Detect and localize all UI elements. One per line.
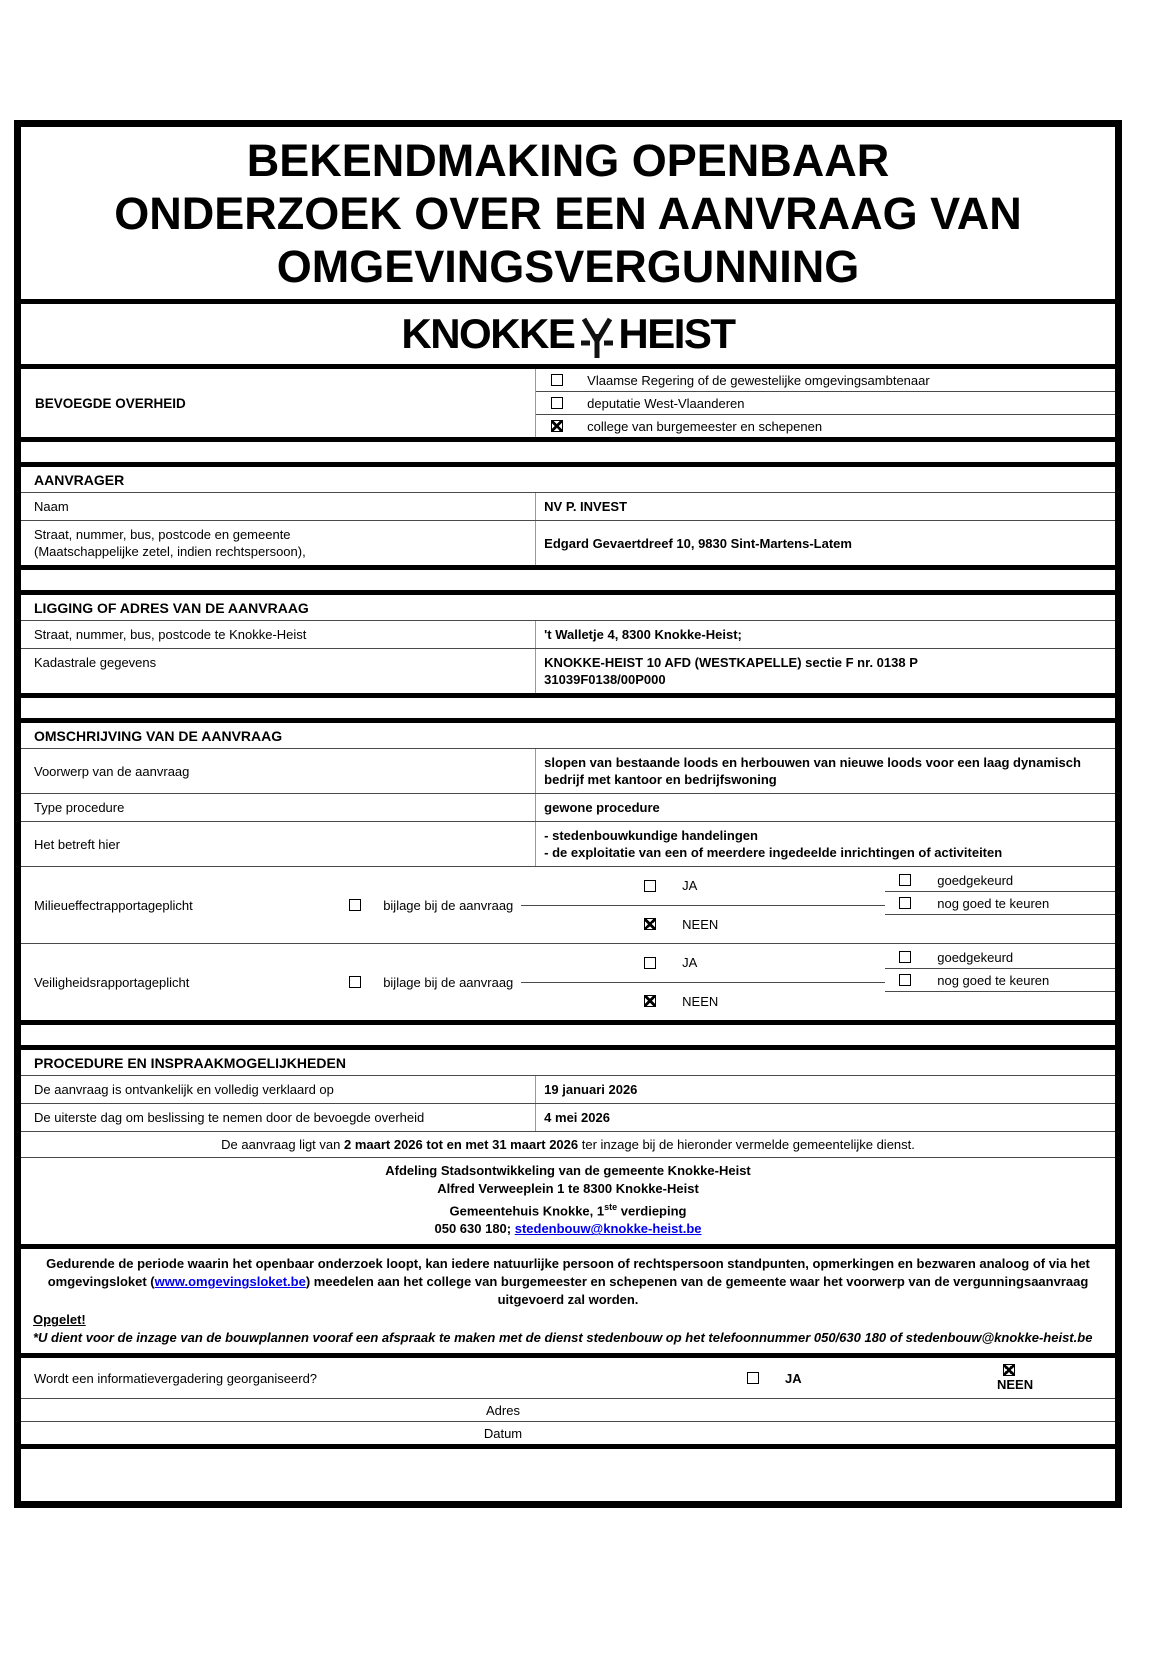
type-procedure-label: Type procedure — [34, 800, 125, 815]
bevoegde-overheid-label: BEVOEGDE OVERHEID — [35, 395, 186, 411]
ligging-straat-label: Straat, nummer, bus, postcode te Knokke-Heist — [34, 627, 307, 642]
betreft-value-line2: - de exploitatie van een of meerdere ingedeelde inrichtingen of activiteiten — [544, 845, 1003, 860]
afspraak-note: *U dient voor de inzage van de bouwplannen vooraf een afspraak te maken met de dienst stedenbouw op het telefoonnummer 050/630 180 of stedenbouw@knokke-heist.be — [33, 1330, 1093, 1346]
title-line-2: ONDERZOEK OVER EEN AANVRAAG VAN — [114, 188, 1022, 239]
ligging-straat-value: 't Walletje 4, 8300 Knokke-Heist; — [535, 621, 1115, 648]
voorwerp-value: slopen van bestaande loods en herbouwen van nieuwe loods voor een laag dynamisch bedrijf met kantoor en bedrijfswoning — [535, 749, 1115, 793]
fill-line — [521, 905, 628, 906]
veiligheid-neen-row — [628, 983, 885, 1021]
municipality-logo — [21, 304, 1115, 364]
veiligheid-nog-goed-row — [885, 969, 1115, 992]
gemeentelijke-dienst-block — [21, 1157, 1115, 1244]
inspraak-text-2: ) meedelen aan het college van burgemeester en schepenen van de gemeente waar het voorwerp van de vergunningsaanvraag uitgevoerd zal worden. — [305, 1274, 1089, 1308]
type-procedure-value: gewone procedure — [535, 794, 1115, 821]
title-line-1: BEKENDMAKING OPENBAAR — [246, 135, 890, 186]
row-milieueffectrapportageplicht — [21, 866, 1115, 943]
milieu-bijlage-cell — [349, 867, 628, 943]
checkbox-veiligheid-bijlage-icon — [349, 976, 361, 988]
row-datum: Datum — [21, 1421, 1115, 1444]
checkbox-veiligheid-neen-icon — [644, 995, 656, 1007]
veiligheid-label: Veiligheidsrapportageplicht — [34, 974, 190, 990]
uiterste-dag-label: De uiterste dag om beslissing te nemen door de bevoegde overheid — [34, 1110, 425, 1125]
checkbox-milieu-nog-goed-icon — [899, 897, 911, 909]
row-adres: Adres — [21, 1398, 1115, 1421]
inzage-text-suffix: ter inzage bij de hieronder vermelde gemeentelijke dienst. — [578, 1137, 915, 1152]
empty-footer-box — [21, 1449, 1115, 1501]
section-gap — [21, 570, 1115, 590]
kadaster-value-line1: KNOKKE-HEIST 10 AFD (WESTKAPELLE) sectie F nr. 0138 P — [544, 655, 918, 670]
veiligheid-ja-neen-cell — [628, 944, 885, 1020]
row-het-betreft — [21, 821, 1115, 866]
row-kadastrale-gegevens — [21, 648, 1115, 693]
knokke-heist-logo-icon — [580, 314, 614, 358]
row-uiterste-dag — [21, 1103, 1115, 1131]
milieu-nog-goed-label: nog goed te keuren — [937, 895, 1050, 911]
naam-label: Naam — [34, 499, 69, 514]
row-ontvankelijk — [21, 1075, 1115, 1103]
informatievergadering-ja-cell — [747, 1358, 997, 1398]
dienst-adres: Alfred Verweeplein 1 te 8300 Knokke-Heist — [437, 1181, 699, 1196]
option-label: college van burgemeester en schepenen — [587, 418, 823, 434]
row-informatievergadering — [21, 1358, 1115, 1398]
adres-label-line2: (Maatschappelijke zetel, indien rechtspersoon), — [34, 544, 306, 559]
dienst-afdeling: Afdeling Stadsontwikkeling van de gemeente Knokke-Heist — [385, 1163, 751, 1178]
aanvrager-adres-label — [21, 521, 535, 565]
dienst-locatie — [21, 1198, 1115, 1220]
kadaster-value — [535, 649, 1115, 693]
checkbox-vlaamse-regering-icon — [551, 374, 563, 386]
bevoegde-overheid-options — [535, 369, 1115, 437]
veiligheid-bijlage-cell — [349, 944, 628, 1020]
dienst-contact — [21, 1220, 1115, 1238]
checkbox-milieu-bijlage-icon — [349, 899, 361, 911]
milieu-ja-neen-cell — [628, 867, 885, 943]
info-ja-label: JA — [785, 1370, 802, 1386]
ligging-header: LIGGING OF ADRES VAN DE AANVRAAG — [34, 600, 309, 616]
checkbox-milieu-neen-icon — [644, 918, 656, 930]
row-ligging-straat — [21, 620, 1115, 648]
section-bevoegde-overheid — [21, 369, 1115, 437]
section-inspraak — [21, 1249, 1115, 1353]
checkbox-veiligheid-goedgekeurd-icon — [899, 951, 911, 963]
section-omschrijving — [21, 723, 1115, 1020]
kadaster-value-line2: 31039F0138/00P000 — [544, 672, 666, 687]
row-aanvrager-adres — [21, 520, 1115, 565]
logo-text-heist: HEIST — [618, 310, 735, 357]
dienst-locatie-sup: ste — [604, 1202, 618, 1212]
opgelet-label: Opgelet! — [33, 1312, 86, 1328]
veiligheid-nog-goed-label: nog goed te keuren — [937, 972, 1050, 988]
milieu-neen-label: NEEN — [682, 916, 719, 932]
milieu-label: Milieueffectrapportageplicht — [34, 897, 193, 913]
announcement-document — [14, 120, 1122, 1508]
row-veiligheidsrapportageplicht — [21, 943, 1115, 1020]
dienst-locatie-suffix: verdieping — [617, 1203, 687, 1219]
row-ter-inzage — [21, 1131, 1115, 1157]
checkbox-veiligheid-nog-goed-icon — [899, 974, 911, 986]
milieu-nog-goed-row — [885, 892, 1115, 915]
procedure-header: PROCEDURE EN INSPRAAKMOGELIJKHEDEN — [34, 1055, 346, 1071]
betreft-value-line1: - stedenbouwkundige handelingen — [544, 828, 758, 843]
checkbox-milieu-ja-icon — [644, 880, 656, 892]
kadaster-label: Kadastrale gegevens — [34, 655, 157, 670]
option-label: Vlaamse Regering of de gewestelijke omgevingsambtenaar — [587, 372, 930, 388]
option-deputatie — [536, 391, 1115, 414]
veiligheid-neen-label: NEEN — [682, 993, 719, 1009]
dienst-locatie-prefix: Gemeentehuis Knokke, 1 — [449, 1203, 605, 1219]
aanvrager-header: AANVRAGER — [34, 472, 125, 488]
milieu-keuring-cell — [885, 867, 1115, 943]
row-type-procedure — [21, 793, 1115, 821]
dienst-telefoon: 050 630 180; — [434, 1221, 515, 1237]
section-aanvrager — [21, 467, 1115, 565]
row-voorwerp — [21, 748, 1115, 793]
milieu-goedgekeurd-row — [885, 869, 1115, 892]
info-neen-label: NEEN — [997, 1377, 1034, 1393]
section-gap — [21, 698, 1115, 718]
section-gap — [21, 1025, 1115, 1045]
informatievergadering-question: Wordt een informatievergadering georganiseerd? — [34, 1370, 318, 1386]
naam-value: NV P. INVEST — [535, 493, 1115, 520]
inspraak-paragraph — [33, 1255, 1103, 1309]
uiterste-dag-value: 4 mei 2026 — [535, 1104, 1115, 1131]
stedenbouw-email-link[interactable]: stedenbouw@knokke-heist.be — [514, 1221, 702, 1237]
section-informatievergadering — [21, 1358, 1115, 1444]
informatievergadering-neen-cell — [997, 1358, 1115, 1398]
milieu-bijlage-label: bijlage bij de aanvraag — [383, 897, 514, 913]
inzage-period: 2 maart 2026 tot en met 31 maart 2026 — [343, 1137, 579, 1152]
ontvankelijk-value: 19 januari 2026 — [535, 1076, 1115, 1103]
fill-line — [521, 982, 628, 983]
veiligheid-bijlage-label: bijlage bij de aanvraag — [383, 974, 514, 990]
veiligheid-goedgekeurd-row — [885, 946, 1115, 969]
veiligheid-goedgekeurd-label: goedgekeurd — [937, 949, 1014, 965]
inspraak-text-1: Gedurende de periode waarin het openbaar onderzoek loopt, kan iedere natuurlijke persoon of rechtspersoon standpunten, opmerkingen en bezwaren analoog of via het omgevingsloket ( — [46, 1256, 1090, 1290]
adres-label-line1: Straat, nummer, bus, postcode en gemeente — [34, 527, 291, 542]
title-line-3: OMGEVINGSVERGUNNING — [276, 241, 860, 292]
aanvrager-adres-value: Edgard Gevaertdreef 10, 9830 Sint-Martens-Latem — [535, 521, 1115, 565]
checkbox-college-icon — [551, 420, 563, 432]
option-college — [536, 414, 1115, 437]
section-procedure — [21, 1050, 1115, 1244]
document-title — [21, 127, 1115, 299]
section-ligging — [21, 595, 1115, 693]
row-naam — [21, 492, 1115, 520]
logo-text-knokke: KNOKKE — [401, 310, 575, 357]
inzage-text-prefix: De aanvraag ligt van — [221, 1137, 344, 1152]
checkbox-info-neen-icon — [1003, 1364, 1015, 1376]
option-vlaamse-regering — [536, 369, 1115, 391]
voorwerp-label: Voorwerp van de aanvraag — [34, 763, 190, 779]
checkbox-deputatie-icon — [551, 397, 563, 409]
checkbox-info-ja-icon — [747, 1372, 759, 1384]
checkbox-veiligheid-ja-icon — [644, 957, 656, 969]
section-gap — [21, 442, 1115, 462]
omschrijving-header: OMSCHRIJVING VAN DE AANVRAAG — [34, 728, 283, 744]
betreft-label: Het betreft hier — [34, 836, 120, 852]
veiligheid-ja-row — [628, 944, 885, 983]
veiligheid-ja-label: JA — [682, 955, 698, 971]
milieu-ja-label: JA — [682, 878, 698, 894]
betreft-value — [535, 822, 1115, 866]
milieu-neen-row — [628, 906, 885, 944]
checkbox-milieu-goedgekeurd-icon — [899, 874, 911, 886]
omgevingsloket-link[interactable]: www.omgevingsloket.be — [154, 1274, 306, 1290]
ontvankelijk-label: De aanvraag is ontvankelijk en volledig verklaard op — [34, 1082, 334, 1097]
milieu-ja-row — [628, 867, 885, 906]
veiligheid-keuring-cell — [885, 944, 1115, 1020]
option-label: deputatie West-Vlaanderen — [587, 395, 745, 411]
milieu-goedgekeurd-label: goedgekeurd — [937, 872, 1014, 888]
